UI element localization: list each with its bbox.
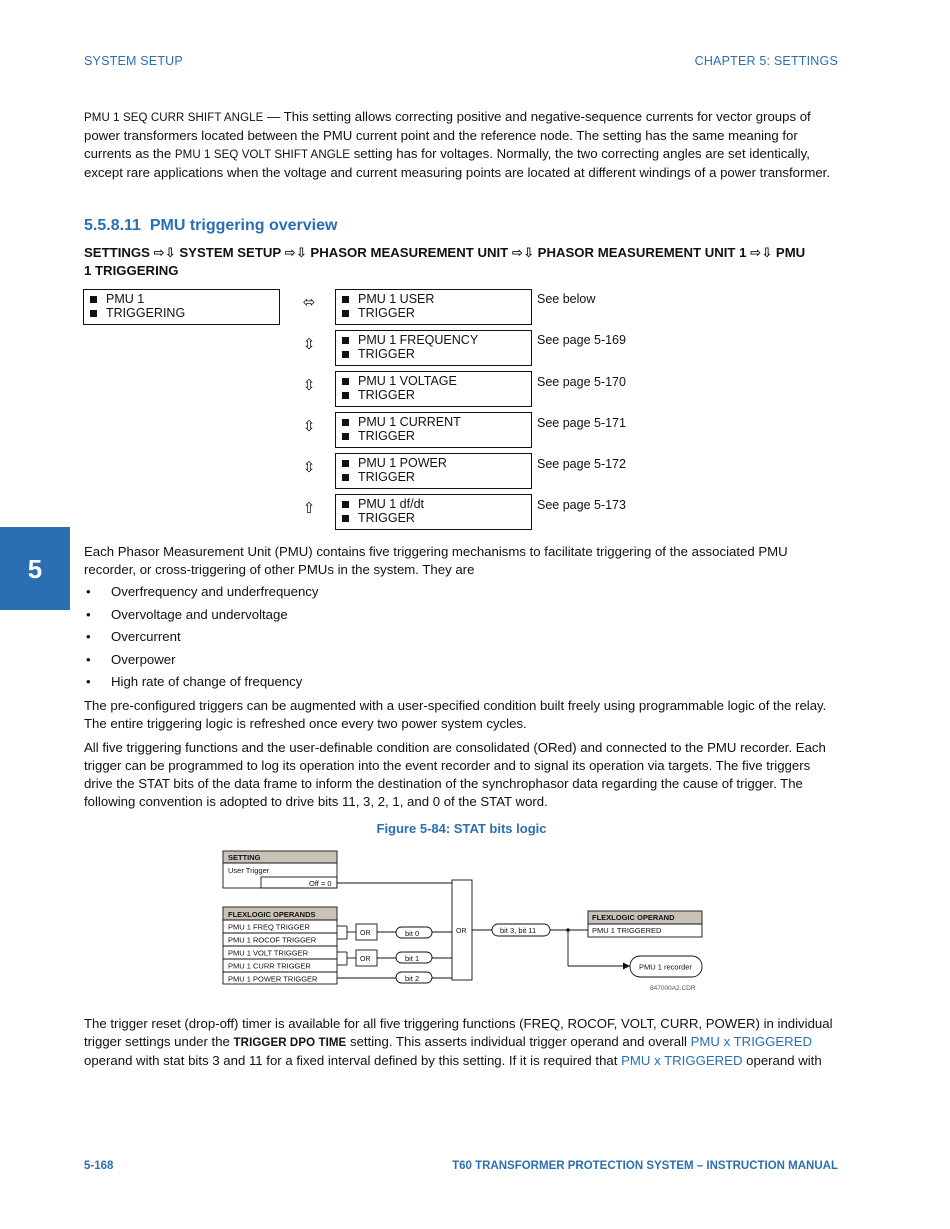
operand-out-label: PMU 1 TRIGGERED [592,926,662,935]
operand-label: PMU 1 POWER TRIGGER [228,974,318,984]
intro-paragraph: PMU 1 SEQ CURR SHIFT ANGLE — This setting allows correcting positive and negative-sequence currents for vector groups of power transformers located between the PMU current point and the reference node. The setting has the same meaning for currents as the PMU 1 SEQ VOLT SHIFT ANGLE setting has for voltages. Normally, the two correcting angles are set identically, except rare applications when the voltage and current measuring points are located at different windings of a power transformer. [84,109,831,180]
setting-name: User Trigger [228,866,270,875]
body-paragraph: Each Phasor Measurement Unit (PMU) contains five triggering mechanisms to facilitate triggering of the associated PMU recorder, or cross-triggering of other PMUs in the system. They are [84,544,788,577]
header-section: SYSTEM SETUP [84,54,183,68]
section-title: PMU triggering overview [149,217,338,234]
setting-value: Off = 0 [309,879,332,888]
setting-term: PMU 1 SEQ CURR SHIFT ANGLE [84,112,264,124]
operand-label: PMU 1 ROCOF TRIGGER [228,935,317,945]
updown-arrow-icon: ⇳ [302,459,316,476]
stat-bits-logic-diagram [220,848,710,996]
page-number: 5-168 [84,1160,114,1172]
operand-label: PMU 1 VOLT TRIGGER [228,948,309,958]
setting-term: PMU 1 SEQ VOLT SHIFT ANGLE [174,149,351,161]
body-paragraph: The pre-configured triggers can be augmented with a user-specified condition built freely using programmable logic of the relay. The entire triggering logic is refreshed once every two power system cycles. [84,698,827,731]
operand-out-header: FLEXLOGIC OPERAND [592,913,675,922]
menu-ref: See page 5-172 [537,457,626,471]
bit-label: bit 1 [405,954,420,963]
operand-label: PMU 1 FREQ TRIGGER [228,922,310,932]
operand-link[interactable]: PMU x TRIGGERED [621,1053,743,1068]
figure-code: 847000A2.CDR [650,985,696,992]
menu-path: SETTINGS ⇨⇩ SYSTEM SETUP ⇨⇩ PHASOR MEASUREMENT UNIT ⇨⇩ PHASOR MEASUREMENT UNIT 1 ⇨⇩ PMU 1 TRIGGERING [84,245,806,278]
menu-ref: See page 5-173 [537,498,626,512]
updown-arrow-icon: ⇳ [302,418,316,435]
manual-title: T60 TRANSFORMER PROTECTION SYSTEM – INSTRUCTION MANUAL [452,1160,838,1172]
recorder-label: PMU 1 recorder [639,962,692,972]
operand-link[interactable]: PMU x TRIGGERED [690,1034,813,1049]
list-item: • Overfrequency and underfrequency [84,583,839,606]
or-gate-label: OR [360,930,371,937]
bit-label: bit 2 [405,974,420,983]
menu-item-current-trigger: PMU 1 CURRENT TRIGGER [335,412,532,448]
chapter-tab: 5 [0,527,70,610]
arrow-head-icon [623,963,630,970]
junction-dot [566,928,570,932]
list-item: • Overvoltage and undervoltage [84,606,839,629]
bit-out-label: bit 3, bit 11 [500,926,537,935]
menu-item-frequency-trigger: PMU 1 FREQUENCY TRIGGER [335,330,532,366]
section-number: 5.5.8.11 [84,217,141,234]
trigger-list [84,583,839,696]
list-item: • Overcurrent [84,628,839,651]
menu-ref: See page 5-170 [537,375,626,389]
operand-label: PMU 1 CURR TRIGGER [228,961,311,971]
menu-item-dfdt-trigger: PMU 1 df/dt TRIGGER [335,494,532,530]
body-paragraph: All five triggering functions and the user-definable condition are consolidated (ORed) and connected to the PMU recorder. Each trigger can be programmed to log its operation into the event recorder and to signal its operation via targets. The five triggers drive the STAT bits of the data frame to inform the destination of the synchrophasor data regarding the cause of trigger. The following convention is adopted to drive bits 11, 3, 2, 1, and 0 of the STAT word. [84,740,826,809]
menu-item-user-trigger: PMU 1 USER TRIGGER [335,289,532,325]
or-gate-label: OR [360,956,371,963]
menu-item-voltage-trigger: PMU 1 VOLTAGE TRIGGER [335,371,532,407]
up-arrow-icon: ⇧ [302,500,316,517]
menu-ref: See page 5-171 [537,416,626,430]
updown-arrow-icon: ⇳ [302,336,316,353]
setting-term: TRIGGER DPO TIME [233,1037,347,1049]
setting-header: SETTING [228,853,261,862]
or-gate-label: OR [456,928,467,935]
header-chapter: CHAPTER 5: SETTINGS [694,54,838,68]
menu-ref: See below [537,292,596,306]
menu-item-power-trigger: PMU 1 POWER TRIGGER [335,453,532,489]
bit-label: bit 0 [405,929,420,938]
figure-caption: Figure 5-84: STAT bits logic [376,821,547,836]
list-item: • Overpower [84,651,839,674]
list-item: • High rate of change of frequency [84,673,839,696]
section-heading [84,217,337,235]
menu-ref: See page 5-169 [537,333,626,347]
updown-arrow-icon: ⇳ [302,377,316,394]
closing-paragraph: The trigger reset (drop-off) timer is available for all five triggering functions (FREQ, ROCOF, VOLT, CURR, POWER) in individual trigger settings under the TRIGGER DPO TIME setting. This asserts individual trigger operand and overall PMU x TRIGGERED operand with stat bits 3 and 11 for a fixed interval defined by this setting. If it is required that PMU x TRIGGERED operand with [84,1016,833,1068]
double-arrow-icon: ⬄ [302,294,316,311]
operands-header: FLEXLOGIC OPERANDS [228,910,316,919]
menu-main-box: PMU 1 TRIGGERING [83,289,280,325]
